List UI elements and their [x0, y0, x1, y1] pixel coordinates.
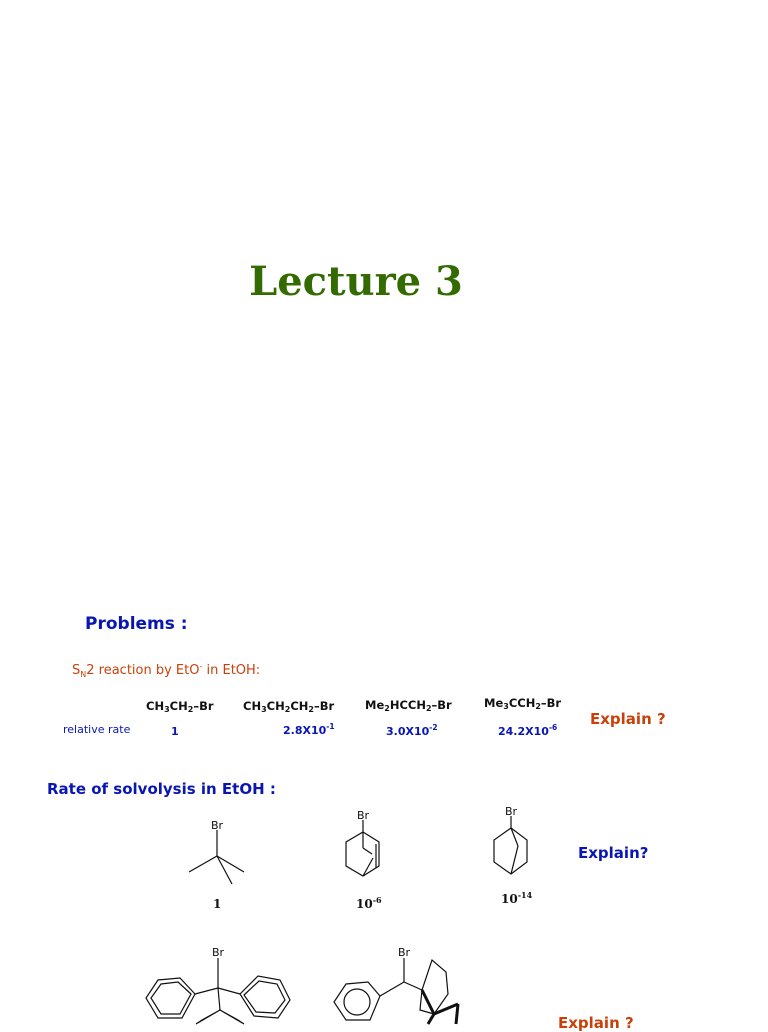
lecture-title: Lecture 3: [249, 258, 463, 305]
br-label-tbutyl: Br: [211, 819, 224, 832]
solvolysis-heading: Rate of solvolysis in EtOH :: [47, 780, 276, 798]
explain-sn2: Explain ?: [590, 710, 666, 728]
compound-propyl-bromide: $CH_3CH_2CH_2-Br$: [243, 699, 335, 714]
rate-value-4: $24.2X10^{-6}$: [498, 723, 558, 738]
br-label-norbornane: Br: [505, 805, 518, 818]
relative-rate-label: relative rate: [63, 723, 131, 736]
trityl-bromide-structure: [140, 958, 300, 1024]
br-label-bicyclooctane: Br: [357, 809, 370, 822]
norbornyl-bromide-structure: [488, 816, 538, 878]
solvolysis-rate-2: $10^{-6}$: [356, 895, 382, 911]
br-label-bridged: Br: [398, 946, 411, 959]
solvolysis-rate-3: $10^{-14}$: [501, 890, 533, 906]
solvolysis-rate-1: 1: [213, 897, 222, 911]
rate-value-1: 1: [171, 725, 179, 738]
compound-isobutyl-bromide: $Me_2HCCH_2-Br$: [365, 698, 452, 713]
br-label-trityl: Br: [212, 946, 225, 959]
bridged-aromatic-bromide-structure: [330, 958, 470, 1024]
explain-solvolysis: Explain?: [578, 844, 649, 862]
explain-bridged: Explain ?: [558, 1014, 634, 1032]
sn2-caption: $S_N2$ reaction by EtO- in EtOH:: [72, 662, 261, 679]
compound-neopentyl-bromide: $Me_3CCH_2-Br$: [484, 696, 562, 711]
compound-ethyl-bromide: $CH_3CH_2-Br$: [146, 699, 214, 714]
rate-value-2: $2.8X10^{-1}$: [283, 722, 335, 737]
bicyclooctyl-bromide-structure: [340, 820, 390, 882]
problems-heading: Problems :: [85, 614, 188, 634]
tert-butyl-bromide-structure: [180, 830, 250, 890]
rate-value-3: $3.0X10^{-2}$: [386, 723, 438, 738]
